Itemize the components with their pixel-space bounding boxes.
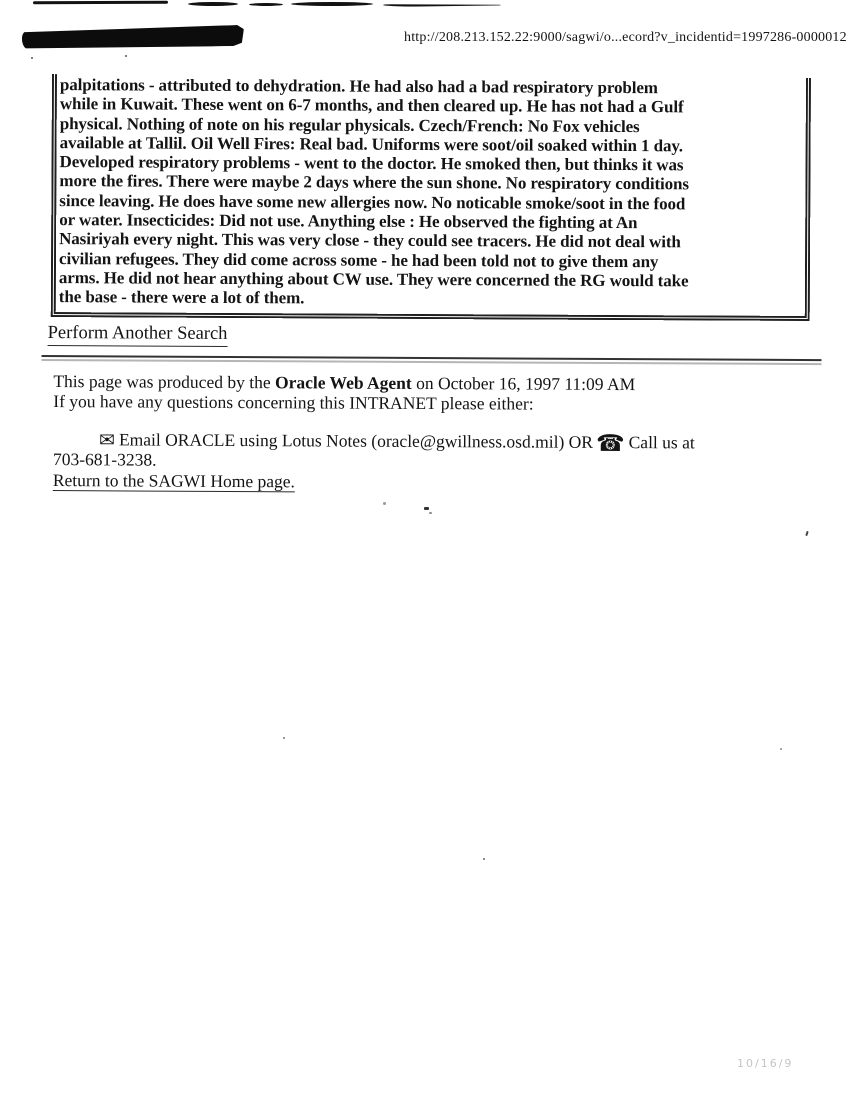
section-rule	[41, 355, 821, 365]
noise-speck	[383, 502, 386, 505]
scan-artifact	[383, 3, 501, 7]
email-instruction-text: Email ORACLE using Lotus Notes (oracle@gwillness.osd.mil) OR	[118, 428, 594, 452]
record-line: civilian refugees. They did come across some - he had been told not to give them any	[58, 248, 659, 271]
noise-speck	[424, 507, 429, 510]
date-stamp: 10/16/9	[737, 1057, 794, 1070]
noise-speck	[283, 737, 285, 739]
record-line: since leaving. He does have some new allergies now. No noticable smoke/soot in the food	[59, 190, 686, 214]
page-url-text: http://208.213.152.22:9000/sagwi/o...ecord?v_incidentid=1997286-0000012	[404, 30, 847, 45]
record-line: Developed respiratory problems - went to the doctor. He smoked then, but thinks it was	[59, 152, 684, 175]
noise-speck	[780, 748, 782, 750]
call-instruction-text: Call us at	[628, 431, 695, 452]
produced-prefix: This page was produced by the	[53, 370, 276, 392]
record-line: physical. Nothing of note on his regular physicals. Czech/French: No Fox vehicles	[59, 113, 640, 136]
envelope-icon: ✉	[99, 428, 116, 451]
scan-artifact	[33, 1, 168, 4]
noise-speck	[805, 531, 808, 536]
record-line: or water. Insecticides: Did not use. Anything else : He observed the fighting at An	[59, 210, 638, 233]
scan-artifact	[249, 3, 283, 6]
perform-search-link[interactable]: Perform Another Search	[48, 323, 228, 347]
page-content	[41, 74, 825, 495]
produced-suffix: on October 16, 1997 11:09 AM	[411, 372, 636, 394]
record-line: available at Tallil. Oil Well Fires: Real bad. Uniforms were soot/oil soaked within 1 day.	[59, 132, 684, 156]
record-line: more the fires. There were maybe 2 days where the sun shone. No respiratory conditions	[59, 171, 689, 194]
oracle-web-agent-name: Oracle Web Agent	[274, 371, 412, 393]
noise-speck	[429, 512, 432, 514]
record-line: while in Kuwait. These went on 6-7 months, and then cleared up. He has not had a Gulf	[59, 94, 684, 117]
noise-speck	[31, 57, 33, 59]
incident-record-box	[51, 74, 811, 321]
scan-artifact	[291, 2, 373, 6]
telephone-icon: ☎	[595, 430, 625, 457]
phone-number: 703-681-3238.	[52, 449, 157, 470]
noise-speck	[483, 858, 485, 860]
footer	[53, 371, 824, 496]
record-line: arms. He did not hear anything about CW use. They were concerned the RG would take	[58, 268, 689, 291]
questions-line: If you have any questions concerning this INTRANET please either:	[53, 391, 534, 414]
contact-line	[53, 428, 823, 457]
record-line: palpitations - attributed to dehydration. He had also had a bad respiratory problem	[59, 75, 658, 98]
record-line: the base - there were a lot of them.	[58, 287, 305, 308]
redaction-bar	[22, 25, 244, 50]
record-line: Nasiriyah every night. This was very close - they could see tracers. He did not deal with	[59, 229, 681, 252]
return-home-link[interactable]: Return to the SAGWI Home page.	[52, 469, 295, 491]
scan-artifact	[188, 2, 238, 6]
noise-speck	[125, 55, 127, 57]
